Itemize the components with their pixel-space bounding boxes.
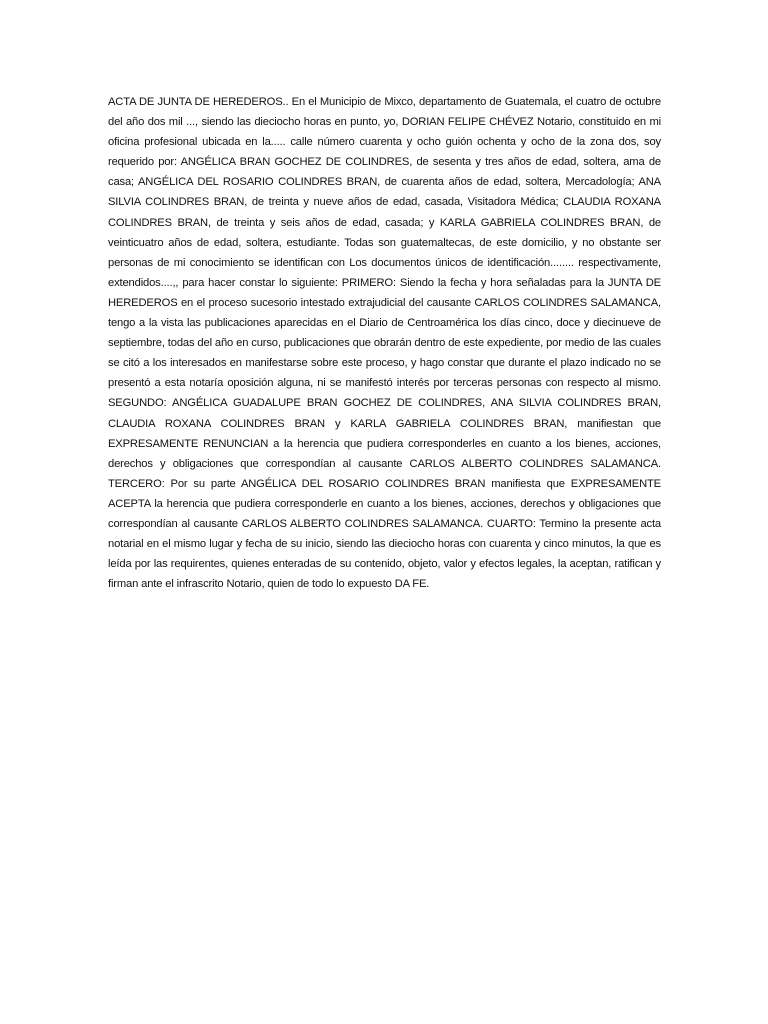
document-body [108, 92, 661, 594]
acta-paragraph: ACTA DE JUNTA DE HEREDEROS.. En el Municipio de Mixco, departamento de Guatemala, el cuatro de octubre del año dos mil ..., siendo las dieciocho horas en punto, yo, DORIAN FELIPE CHÉVEZ Notario, constituido en mi oficina profesional ubicada en la..... calle número cuarenta y ocho guión ochenta y ocho de la zona dos, soy requerido por: ANGÉLICA BRAN GOCHEZ DE COLINDRES, de sesenta y tres años de edad, soltera, ama de casa; ANGÉLICA DEL ROSARIO COLINDRES BRAN, de cuarenta años de edad, soltera, Mercadología; ANA SILVIA COLINDRES BRAN, de treinta y nueve años de edad, casada, Visitadora Médica; CLAUDIA ROXANA COLINDRES BRAN, de treinta y seis años de edad, casada; y KARLA GABRIELA COLINDRES BRAN, de veinticuatro años de edad, soltera, estudiante. Todas son guatemaltecas, de este domicilio, y no obstante ser personas de mi conocimiento se identifican con Los documentos únicos de identificación........ respectivamente, extendidos....,, para hacer constar lo siguiente: PRIMERO: Siendo la fecha y hora señaladas para la JUNTA DE HEREDEROS en el proceso sucesorio intestado extrajudicial del causante CARLOS COLINDRES SALAMANCA, tengo a la vista las publicaciones aparecidas en el Diario de Centroamérica los días cinco, doce y diecinueve de septiembre, todas del año en curso, publicaciones que obrarán dentro de este expediente, por medio de las cuales se citó a los interesados en manifestarse sobre este proceso, y hago constar que durante el plazo indicado no se presentó a esta notaría oposición alguna, ni se manifestó interés por terceras personas con respecto al mismo. SEGUNDO: ANGÉLICA GUADALUPE BRAN GOCHEZ DE COLINDRES, ANA SILVIA COLINDRES BRAN, CLAUDIA ROXANA COLINDRES BRAN y KARLA GABRIELA COLINDRES BRAN, manifiestan que EXPRESAMENTE RENUNCIAN a la herencia que pudiera corresponderles en cuanto a los bienes, acciones, derechos y obligaciones que correspondían al causante CARLOS ALBERTO COLINDRES SALAMANCA. TERCERO: Por su parte ANGÉLICA DEL ROSARIO COLINDRES BRAN manifiesta que EXPRESAMENTE ACEPTA la herencia que pudiera corresponderle en cuanto a los bienes, acciones, derechos y obligaciones que correspondían al causante CARLOS ALBERTO COLINDRES SALAMANCA. CUARTO: Termino la presente acta notarial en el mismo lugar y fecha de su inicio, siendo las dieciocho horas con cuarenta y cinco minutos, la que es leída por las requirentes, quienes enteradas de su contenido, objeto, valor y efectos legales, la aceptan, ratifican y firman ante el infrascrito Notario, quien de todo lo expuesto DA FE. [108, 96, 661, 591]
